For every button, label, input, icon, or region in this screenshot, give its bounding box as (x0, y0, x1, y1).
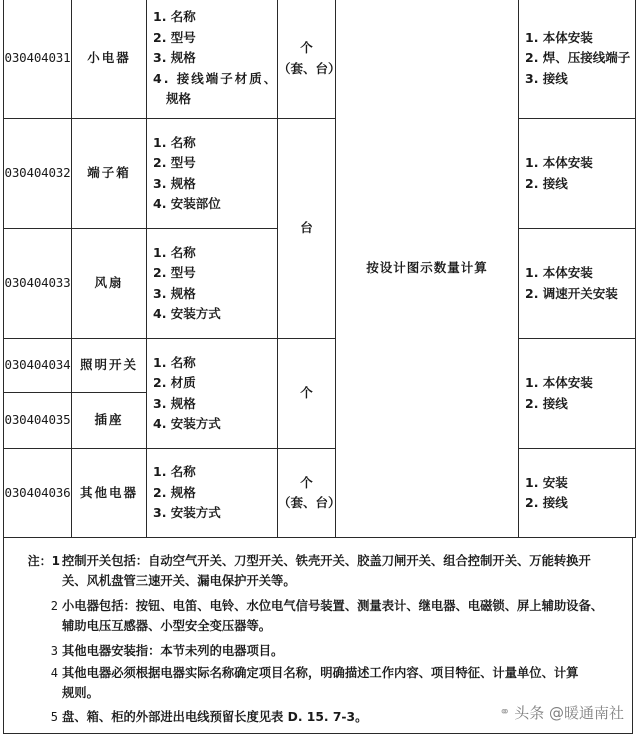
item-features (147, 449, 278, 538)
watermark-text: 头条 @暖通南社 (514, 704, 624, 722)
unit-main: 个 (300, 474, 313, 490)
work-line: 2. 接线 (525, 395, 568, 411)
work-line: 2. 接线 (525, 495, 568, 510)
note-line: 规则。 (62, 686, 99, 700)
unit-main: 个 (300, 40, 313, 55)
note-line: 其他电器安装指：本节未列的电器项目。 (62, 644, 284, 658)
work-line: 1. 安装 (525, 474, 568, 490)
feature-line: 1. 名称 (153, 244, 196, 260)
item-unit (278, 0, 341, 119)
item-name: 插座 (72, 393, 147, 449)
feature-line: 1. 名称 (153, 134, 196, 150)
note-line: 控制开关包括：自动空气开关、刀型开关、铁壳开关、胶盖刀闸开关、组合控制开关、万能转换开 (62, 554, 591, 568)
item-features (147, 119, 278, 229)
item-unit: 个 (278, 339, 336, 449)
item-code: 030404036 (4, 449, 72, 538)
item-name: 照明开关 (72, 339, 147, 393)
calculation-rule: 按设计图示数量计算 (336, 0, 519, 538)
wechat-icon: ⚭ (499, 705, 511, 720)
work-line: 2. 焊、压接线端子 (525, 50, 631, 66)
work-line: 2. 调速开关安装 (525, 285, 618, 301)
note-line: 其他电器必须根据电器实际名称确定项目名称，明确描述工作内容、项目特征、计量单位、计算 (62, 666, 579, 680)
item-work (519, 339, 636, 449)
item-work (519, 0, 636, 119)
feature-line: 4. 安装方式 (153, 416, 221, 431)
item-code: 030404033 (4, 229, 72, 339)
item-name: 其他电器 (72, 449, 147, 538)
item-name: 小电器 (72, 0, 147, 119)
note-line: 关、风机盘管三速开关、漏电保护开关等。 (62, 574, 296, 588)
feature-line: 2. 型号 (153, 265, 196, 280)
work-line: 1. 本体安装 (525, 155, 593, 170)
item-features (147, 339, 278, 449)
item-features (147, 0, 278, 119)
feature-line: 规格 (166, 91, 192, 107)
note-number: 5 (50, 710, 58, 724)
item-work (519, 229, 636, 339)
feature-line: 4. 安装部位 (153, 196, 221, 211)
note-line: 小电器包括：按钮、电笛、电铃、水位电气信号装置、测量表计、继电器、电磁锁、屏上辅助设备、 (62, 599, 604, 613)
feature-line: 3. 规格 (153, 285, 196, 301)
table-row (4, 449, 636, 538)
feature-line: 4. 接线端子材质、 (153, 70, 279, 86)
note-number: 3 (50, 644, 58, 658)
notes-box (3, 537, 633, 734)
work-line: 1. 本体安装 (525, 265, 593, 280)
feature-line: 2. 型号 (153, 155, 196, 170)
feature-line: 3. 安装方式 (153, 505, 221, 521)
work-line: 1. 本体安装 (525, 29, 593, 45)
table-row (4, 0, 636, 119)
unit-alt: （套、台） (278, 495, 341, 510)
feature-line: 1. 名称 (153, 9, 196, 25)
feature-line: 2. 材质 (153, 375, 196, 390)
item-code: 030404031 (4, 0, 72, 119)
work-line: 1. 本体安装 (525, 375, 593, 390)
note-number: 2 (50, 599, 58, 613)
feature-line: 1. 名称 (153, 464, 196, 480)
feature-line: 3. 规格 (153, 175, 196, 191)
feature-line: 3. 规格 (153, 395, 196, 411)
feature-line: 3. 规格 (153, 50, 196, 66)
work-line: 2. 接线 (525, 175, 568, 191)
item-unit: 台 (278, 119, 336, 339)
item-work (519, 449, 636, 538)
feature-line: 2. 型号 (153, 29, 196, 45)
feature-line: 2. 规格 (153, 484, 196, 500)
feature-line: 4. 安装方式 (153, 306, 221, 321)
item-code: 030404034 (4, 339, 72, 393)
table-row (4, 119, 636, 229)
note-line: 辅助电压互感器、小型安全变压器等。 (62, 619, 272, 633)
item-code: 030404032 (4, 119, 72, 229)
item-code: 030404035 (4, 393, 72, 449)
feature-line: 1. 名称 (153, 354, 196, 370)
electrical-items-table (3, 0, 636, 538)
item-name: 端子箱 (72, 119, 147, 229)
watermark (499, 702, 624, 723)
item-unit (278, 449, 341, 538)
unit-alt: （套、台） (278, 60, 341, 76)
item-name: 风扇 (72, 229, 147, 339)
item-features (147, 229, 278, 339)
note-line: 盘、箱、柜的外部进出电线预留长度见表 D. 15. 7-3。 (62, 710, 368, 724)
note-number: 4 (50, 666, 58, 680)
table-row (4, 339, 636, 393)
item-work (519, 119, 636, 229)
note-number: 注：1 (27, 554, 60, 568)
work-line: 3. 接线 (525, 70, 568, 86)
